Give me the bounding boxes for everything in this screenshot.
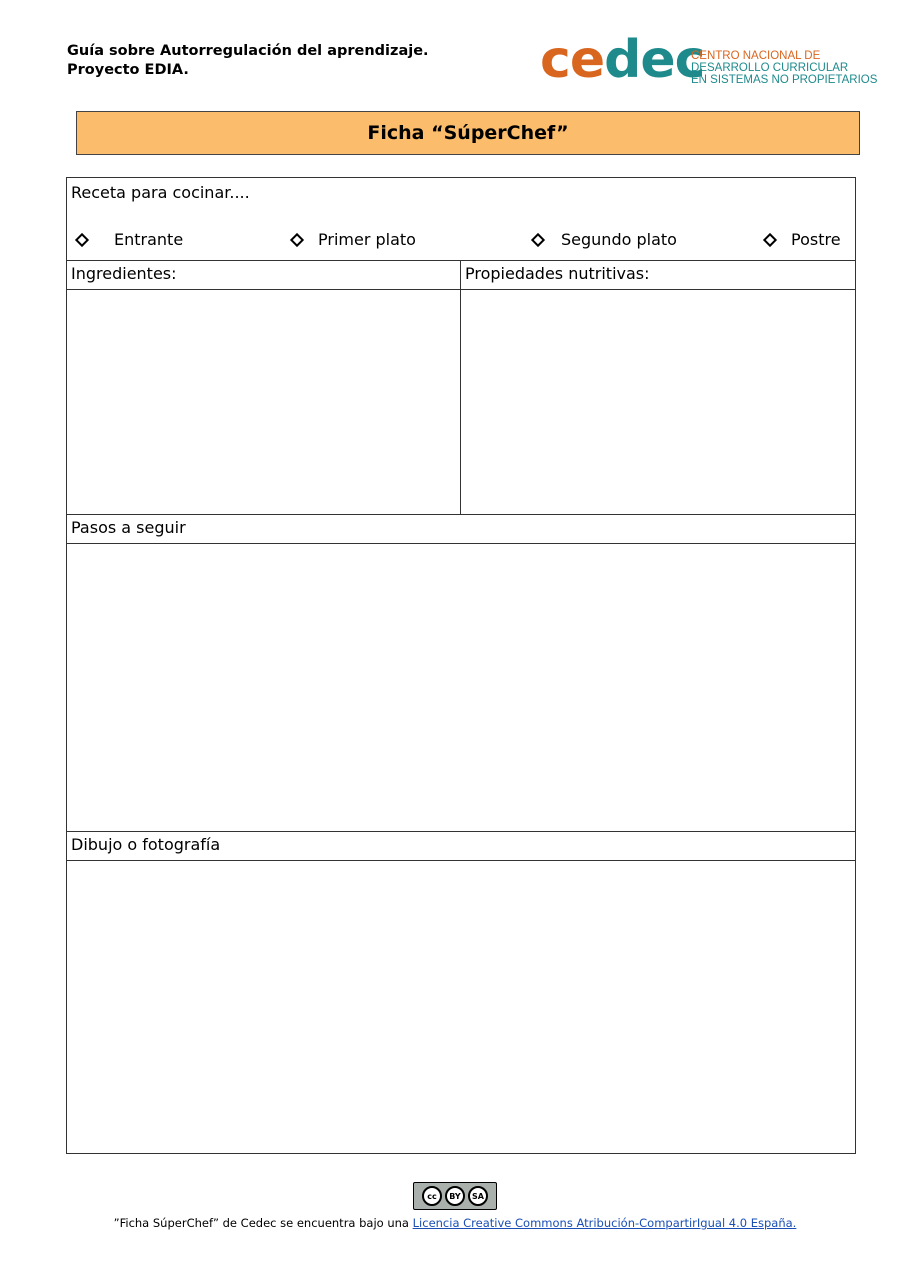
option-label: Entrante <box>114 230 184 249</box>
option-label: Postre <box>791 230 841 249</box>
option-primer-plato[interactable] <box>292 230 416 249</box>
divider <box>67 514 855 515</box>
diamond-bullet-icon <box>763 232 777 246</box>
divider <box>67 860 855 861</box>
recipe-label: Receta para cocinar.... <box>71 183 250 202</box>
logo-word-ce: ce <box>540 30 605 90</box>
option-label: Segundo plato <box>561 230 677 249</box>
cc-by-sa-icon[interactable]: cc BY SA <box>413 1182 497 1210</box>
cc-by-label: BY <box>445 1186 465 1206</box>
worksheet-title: Ficha “SúperChef” <box>76 111 860 155</box>
license-text: ”Ficha SúperChef” de Cedec se encuentra bajo una <box>113 1216 413 1230</box>
option-entrante[interactable] <box>77 230 183 249</box>
divider <box>67 289 855 290</box>
column-divider <box>460 260 461 514</box>
header-line-2: Proyecto EDIA. <box>67 62 189 78</box>
divider <box>67 831 855 832</box>
option-postre[interactable] <box>765 230 841 249</box>
nutrition-label: Propiedades nutritivas: <box>465 264 650 283</box>
option-label: Primer plato <box>318 230 416 249</box>
recipe-sheet <box>66 177 856 1154</box>
logo-sub-3: EN SISTEMAS NO PROPIETARIOS <box>691 74 878 86</box>
divider <box>67 543 855 544</box>
diamond-bullet-icon <box>290 232 304 246</box>
drawing-label: Dibujo o fotografía <box>71 835 221 854</box>
document-header <box>67 42 429 80</box>
license-link[interactable]: Licencia Creative Commons Atribución-CompartirIgual 4.0 España. <box>412 1216 797 1230</box>
option-segundo-plato[interactable] <box>533 230 677 249</box>
logo-sub-1: CENTRO NACIONAL DE <box>691 50 821 62</box>
steps-label: Pasos a seguir <box>71 518 186 537</box>
logo-word-dec: dec <box>604 30 705 90</box>
cc-sa-label: SA <box>468 1186 488 1206</box>
diamond-bullet-icon <box>75 232 89 246</box>
logo-sub-2: DESARROLLO CURRICULAR <box>691 62 849 74</box>
license-footer <box>0 1182 910 1230</box>
diamond-bullet-icon <box>531 232 545 246</box>
ingredients-label: Ingredientes: <box>71 264 177 283</box>
divider <box>67 260 855 261</box>
header-line-1: Guía sobre Autorregulación del aprendizaje. <box>67 43 429 59</box>
